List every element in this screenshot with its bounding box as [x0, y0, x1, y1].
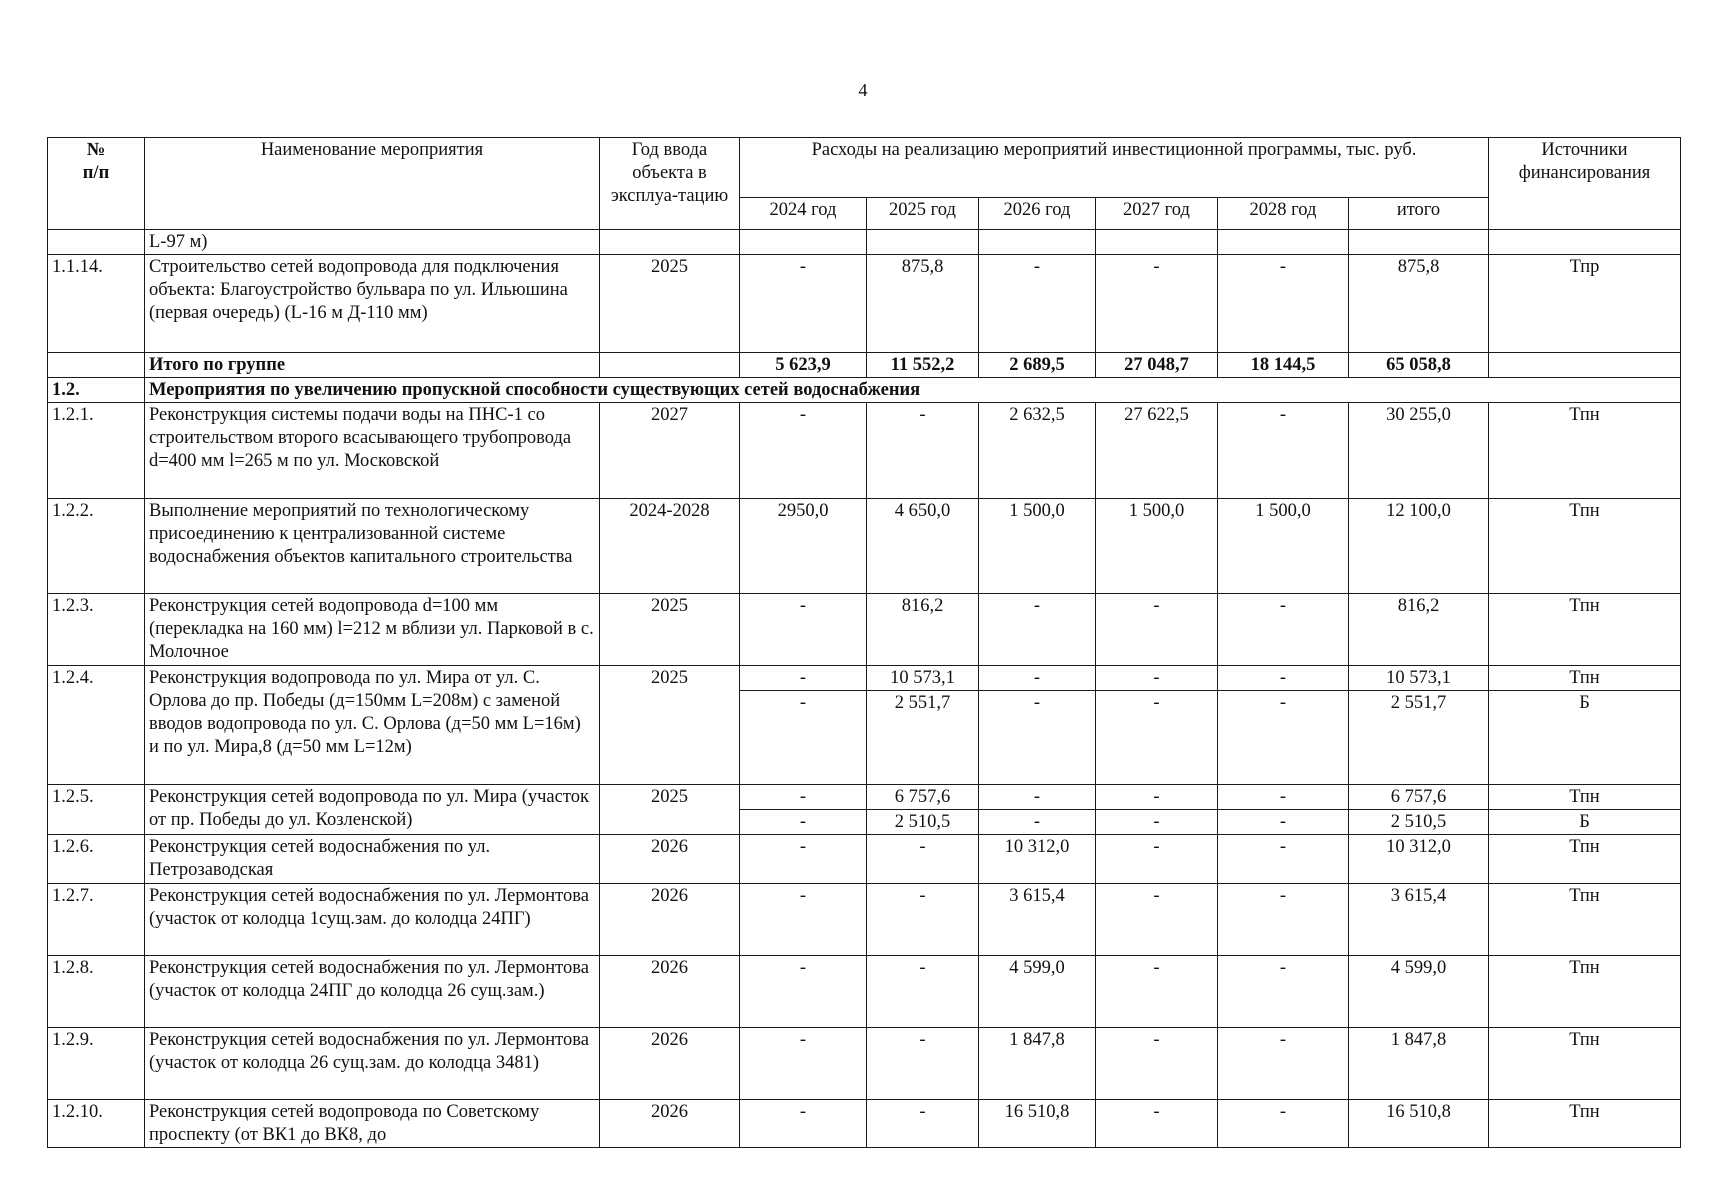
- row-year: 2025: [600, 255, 740, 353]
- row-value-2026: 2 689,5: [979, 353, 1096, 378]
- header-year-2027: 2027 год: [1096, 198, 1218, 230]
- row-value-2026: -: [979, 594, 1096, 666]
- row-value-2026: [979, 230, 1096, 255]
- row-value-2027: -: [1096, 810, 1218, 835]
- row-value-2026: 1 847,8: [979, 1028, 1096, 1100]
- row-value-2028: -: [1218, 810, 1349, 835]
- row-value-2025: -: [867, 884, 979, 956]
- row-number: 1.2.4.: [48, 666, 145, 785]
- row-year: 2026: [600, 1100, 740, 1148]
- row-name: Реконструкция сетей водоснабжения по ул. Лермонтова (участок от колодца 24ПГ до колодца 26 сущ.зам.): [145, 956, 600, 1028]
- row-number: 1.2.7.: [48, 884, 145, 956]
- row-value-2024: 5 623,9: [740, 353, 867, 378]
- row-name: Реконструкция системы подачи воды на ПНС-1 со строительством второго всасывающего трубопровода d=400 мм l=265 м по ул. Московской: [145, 403, 600, 499]
- header-name: Наименование мероприятия: [145, 138, 600, 230]
- row-name: Реконструкция сетей водопровода по Советскому проспекту (от ВК1 до ВК8, до: [145, 1100, 600, 1148]
- row-name: Итого по группе: [145, 353, 600, 378]
- row-year: 2025: [600, 594, 740, 666]
- table-row: [48, 785, 1681, 810]
- row-value-total: 4 599,0: [1349, 956, 1489, 1028]
- row-year: 2025: [600, 785, 740, 835]
- section-number: 1.2.: [48, 378, 145, 403]
- row-value-total: 6 757,6: [1349, 785, 1489, 810]
- row-source: Тпн: [1489, 666, 1681, 691]
- row-value-total: 65 058,8: [1349, 353, 1489, 378]
- row-value-2028: -: [1218, 956, 1349, 1028]
- row-number: 1.1.14.: [48, 255, 145, 353]
- row-value-2024: -: [740, 835, 867, 884]
- row-name: Строительство сетей водопровода для подключения объекта: Благоустройство бульвара по ул. Ильюшина (первая очередь) (L-16 м Д-110 мм): [145, 255, 600, 353]
- row-value-2028: -: [1218, 884, 1349, 956]
- table-row: [48, 835, 1681, 884]
- row-number: 1.2.2.: [48, 499, 145, 594]
- row-value-2027: 27 622,5: [1096, 403, 1218, 499]
- row-value-2028: -: [1218, 1028, 1349, 1100]
- row-name: Реконструкция водопровода по ул. Мира от ул. С. Орлова до пр. Победы (д=150мм L=208м) с заменой вводов водопровода по ул. С. Орлова (д=50 мм L=16м) и по ул. Мира,8 (д=50 мм L=12м): [145, 666, 600, 785]
- row-value-2028: -: [1218, 255, 1349, 353]
- row-year: [600, 230, 740, 255]
- row-name: Реконструкция сетей водопровода d=100 мм (перекладка на 160 мм) l=212 м вблизи ул. Парковой в с. Молочное: [145, 594, 600, 666]
- row-value-2027: 1 500,0: [1096, 499, 1218, 594]
- row-value-2028: 18 144,5: [1218, 353, 1349, 378]
- row-value-2025: -: [867, 835, 979, 884]
- row-source: Тпн: [1489, 956, 1681, 1028]
- row-source: Тпн: [1489, 835, 1681, 884]
- row-value-2024: -: [740, 1028, 867, 1100]
- row-value-2025: -: [867, 403, 979, 499]
- row-value-2025: 816,2: [867, 594, 979, 666]
- row-number: [48, 353, 145, 378]
- row-value-2028: 1 500,0: [1218, 499, 1349, 594]
- row-value-2027: -: [1096, 956, 1218, 1028]
- row-value-2024: -: [740, 884, 867, 956]
- row-value-2025: 10 573,1: [867, 666, 979, 691]
- row-value-2024: -: [740, 1100, 867, 1148]
- row-value-2024: -: [740, 810, 867, 835]
- row-value-total: 1 847,8: [1349, 1028, 1489, 1100]
- row-source: Тпр: [1489, 255, 1681, 353]
- row-year: 2026: [600, 1028, 740, 1100]
- row-value-2025: 4 650,0: [867, 499, 979, 594]
- row-value-2028: -: [1218, 594, 1349, 666]
- row-number: 1.2.9.: [48, 1028, 145, 1100]
- row-value-2028: -: [1218, 666, 1349, 691]
- row-value-2025: -: [867, 1100, 979, 1148]
- row-value-total: 3 615,4: [1349, 884, 1489, 956]
- row-name: Реконструкция сетей водопровода по ул. Мира (участок от пр. Победы до ул. Козленской): [145, 785, 600, 835]
- table-row: [48, 1100, 1681, 1148]
- row-value-2028: -: [1218, 403, 1349, 499]
- row-value-total: 16 510,8: [1349, 1100, 1489, 1148]
- header-number: № п/п: [48, 138, 145, 230]
- row-value-2025: 875,8: [867, 255, 979, 353]
- row-value-2025: 2 551,7: [867, 691, 979, 785]
- table-row: [48, 956, 1681, 1028]
- section-row: [48, 378, 1681, 403]
- row-source: Тпн: [1489, 884, 1681, 956]
- row-year: 2026: [600, 884, 740, 956]
- row-value-2027: [1096, 230, 1218, 255]
- row-value-2027: -: [1096, 785, 1218, 810]
- row-number: 1.2.10.: [48, 1100, 145, 1148]
- row-number: 1.2.6.: [48, 835, 145, 884]
- row-value-2024: -: [740, 956, 867, 1028]
- row-source: Б: [1489, 810, 1681, 835]
- row-value-total: 2 510,5: [1349, 810, 1489, 835]
- row-value-2026: -: [979, 255, 1096, 353]
- row-value-2024: [740, 230, 867, 255]
- row-value-2028: [1218, 230, 1349, 255]
- row-name: Реконструкция сетей водоснабжения по ул. Лермонтова (участок от колодца 1сущ.зам. до колодца 24ПГ): [145, 884, 600, 956]
- row-value-total: 12 100,0: [1349, 499, 1489, 594]
- row-value-2026: 4 599,0: [979, 956, 1096, 1028]
- table-row: [48, 594, 1681, 666]
- row-value-2027: -: [1096, 1100, 1218, 1148]
- row-value-2027: -: [1096, 835, 1218, 884]
- row-value-2028: -: [1218, 1100, 1349, 1148]
- row-value-2028: -: [1218, 835, 1349, 884]
- header-year-2028: 2028 год: [1218, 198, 1349, 230]
- row-value-2026: -: [979, 785, 1096, 810]
- header-year-2026: 2026 год: [979, 198, 1096, 230]
- table-row: [48, 1028, 1681, 1100]
- row-value-2026: -: [979, 810, 1096, 835]
- table-row: [48, 403, 1681, 499]
- row-value-2025: -: [867, 1028, 979, 1100]
- row-source: Тпн: [1489, 403, 1681, 499]
- row-year: 2027: [600, 403, 740, 499]
- row-value-2027: -: [1096, 691, 1218, 785]
- header-sources: Источники финансирования: [1489, 138, 1681, 230]
- row-value-2026: 3 615,4: [979, 884, 1096, 956]
- row-value-2027: 27 048,7: [1096, 353, 1218, 378]
- row-value-total: 2 551,7: [1349, 691, 1489, 785]
- row-number: 1.2.5.: [48, 785, 145, 835]
- table-row: [48, 884, 1681, 956]
- section-title: Мероприятия по увеличению пропускной способности существующих сетей водоснабжения: [145, 378, 1681, 403]
- row-value-2028: -: [1218, 785, 1349, 810]
- row-value-2027: -: [1096, 255, 1218, 353]
- row-source: Тпн: [1489, 785, 1681, 810]
- page-number: 4: [858, 80, 868, 100]
- table-row: [48, 230, 1681, 255]
- row-value-2027: -: [1096, 1028, 1218, 1100]
- row-source: Б: [1489, 691, 1681, 785]
- row-number: 1.2.3.: [48, 594, 145, 666]
- row-value-total: 10 312,0: [1349, 835, 1489, 884]
- row-value-total: 10 573,1: [1349, 666, 1489, 691]
- row-number: 1.2.8.: [48, 956, 145, 1028]
- header-expenses: Расходы на реализацию мероприятий инвестиционной программы, тыс. руб.: [740, 138, 1489, 198]
- row-value-2024: -: [740, 666, 867, 691]
- row-value-total: 30 255,0: [1349, 403, 1489, 499]
- row-year: 2025: [600, 666, 740, 785]
- row-number: 1.2.1.: [48, 403, 145, 499]
- row-value-2024: -: [740, 255, 867, 353]
- row-year: [600, 353, 740, 378]
- row-source: [1489, 230, 1681, 255]
- row-source: Тпн: [1489, 594, 1681, 666]
- row-year: 2024-2028: [600, 499, 740, 594]
- row-number: [48, 230, 145, 255]
- row-name: Реконструкция сетей водоснабжения по ул. Лермонтова (участок от колодца 26 сущ.зам. до колодца 3481): [145, 1028, 600, 1100]
- row-value-2025: [867, 230, 979, 255]
- row-value-2027: -: [1096, 666, 1218, 691]
- row-value-2026: 16 510,8: [979, 1100, 1096, 1148]
- row-source: Тпн: [1489, 499, 1681, 594]
- row-value-2025: 11 552,2: [867, 353, 979, 378]
- header-year: Год ввода объекта в эксплуа-тацию: [600, 138, 740, 230]
- row-value-2026: 10 312,0: [979, 835, 1096, 884]
- row-value-2024: -: [740, 785, 867, 810]
- table-row: [48, 255, 1681, 353]
- group-total-row: [48, 353, 1681, 378]
- row-year: 2026: [600, 835, 740, 884]
- row-value-2026: -: [979, 691, 1096, 785]
- row-value-2028: -: [1218, 691, 1349, 785]
- row-source: Тпн: [1489, 1100, 1681, 1148]
- row-name: Реконструкция сетей водоснабжения по ул. Петрозаводская: [145, 835, 600, 884]
- row-value-2027: -: [1096, 594, 1218, 666]
- row-value-total: 816,2: [1349, 594, 1489, 666]
- row-value-2027: -: [1096, 884, 1218, 956]
- table-row: [48, 666, 1681, 691]
- row-value-2026: 2 632,5: [979, 403, 1096, 499]
- header-total: итого: [1349, 198, 1489, 230]
- row-source: Тпн: [1489, 1028, 1681, 1100]
- row-value-2025: 2 510,5: [867, 810, 979, 835]
- row-value-2025: -: [867, 956, 979, 1028]
- row-source: [1489, 353, 1681, 378]
- row-name: L-97 м): [145, 230, 600, 255]
- row-name: Выполнение мероприятий по технологическому присоединению к централизованной системе водоснабжения объектов капитального строительства: [145, 499, 600, 594]
- row-value-2024: 2950,0: [740, 499, 867, 594]
- row-value-2026: -: [979, 666, 1096, 691]
- row-year: 2026: [600, 956, 740, 1028]
- header-year-2025: 2025 год: [867, 198, 979, 230]
- row-value-2024: -: [740, 403, 867, 499]
- table-row: [48, 499, 1681, 594]
- header-year-2024: 2024 год: [740, 198, 867, 230]
- investment-table: [47, 137, 1681, 1148]
- row-value-2026: 1 500,0: [979, 499, 1096, 594]
- row-value-2024: -: [740, 594, 867, 666]
- row-value-2024: -: [740, 691, 867, 785]
- row-value-total: 875,8: [1349, 255, 1489, 353]
- row-value-2025: 6 757,6: [867, 785, 979, 810]
- row-value-total: [1349, 230, 1489, 255]
